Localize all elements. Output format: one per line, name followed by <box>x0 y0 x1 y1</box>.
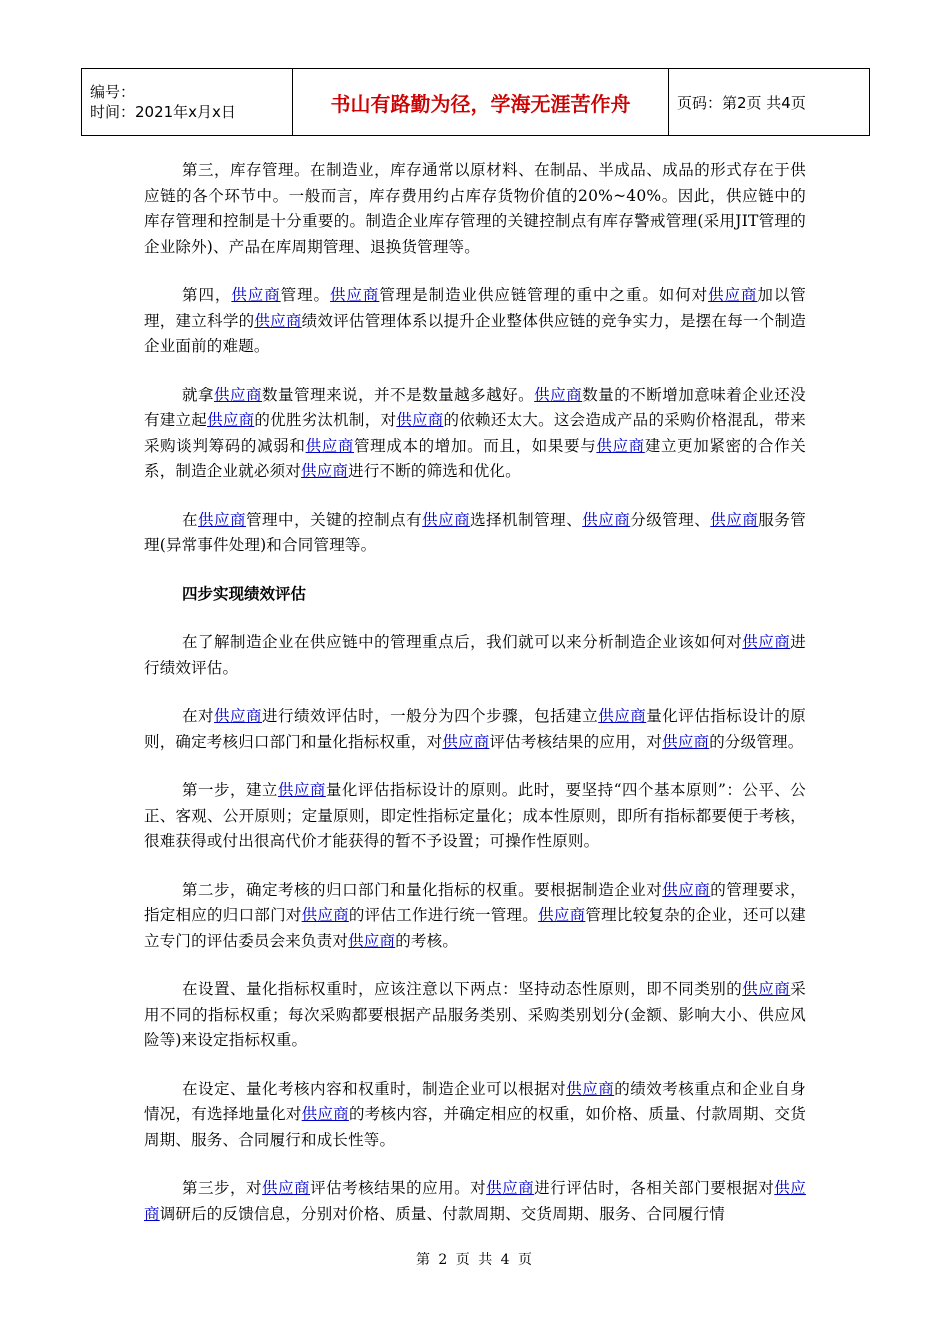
supplier-link[interactable]: 供应商 <box>348 931 396 950</box>
supplier-link[interactable]: 供应商 <box>262 1179 311 1197</box>
header-page-info: 页码：第2页 共4页 <box>669 69 870 136</box>
body-paragraph <box>144 878 806 955</box>
supplier-link[interactable]: 供应商 <box>442 732 490 751</box>
paragraph-text: 分级管理、 <box>630 510 711 529</box>
paragraph-text: 就拿 <box>182 385 215 404</box>
page-footer: 第 2 页 共 4 页 <box>415 1252 535 1268</box>
supplier-link[interactable]: 供应商 <box>708 286 758 304</box>
paragraph-text: 的考核。 <box>395 931 459 950</box>
supplier-link[interactable]: 供应商 <box>742 633 791 651</box>
paragraph-text: 评估考核结果的应用。对 <box>310 1179 487 1197</box>
paragraph-text: 加以管理，建立科学的 <box>144 286 806 330</box>
paragraph-text: 在设定、量化考核内容和权重时，制造企业可以根据对 <box>182 1079 567 1098</box>
body-paragraph <box>144 1077 806 1154</box>
body-paragraph <box>144 778 806 855</box>
supplier-link[interactable]: 供应商 <box>662 880 711 899</box>
supplier-link[interactable]: 供应商 <box>710 510 759 529</box>
paragraph-text: 的绩效考核重点和企业自身情况，有选择地量化对 <box>144 1079 806 1123</box>
paragraph-text: 数量的不断增加意味着企业还没有建立起 <box>144 385 806 429</box>
paragraph-text: 在对 <box>182 707 215 725</box>
supplier-link[interactable]: 供应商 <box>198 510 247 529</box>
paragraph-text: 量化评估指标设计的原则。此时，要坚持“四个基本原则”：公平、公正、客观、公开原则；定量原则，即定性指标定量化；成本性原则，即所有指标都要便于考核，很难获得或付出很高代价才能获得的暂不予设置；可操作性原则。 <box>144 781 806 850</box>
body-paragraph <box>144 1176 806 1227</box>
supplier-link[interactable]: 供应商 <box>396 411 444 429</box>
paragraph-text: 第二步，确定考核的归口部门和量化指标的权重。要根据制造企业对 <box>182 880 663 899</box>
supplier-link[interactable]: 供应商 <box>566 1079 615 1098</box>
supplier-link[interactable]: 供应商 <box>596 436 645 455</box>
paragraph-text: 的依赖还太大。这会造成产品的采购价格混乱，带来采购谈判筹码的减弱和 <box>144 411 806 455</box>
body-paragraph <box>144 630 806 681</box>
paragraph-text: 调研后的反馈信息，分别对价格、质量、付款周期、交货周期、服务、合同履行情 <box>159 1204 725 1223</box>
supplier-link[interactable]: 供应商 <box>582 510 631 529</box>
paragraph-text: 进行评估时，各相关部门要根据对 <box>534 1179 775 1197</box>
paragraph-text: 第一步，建立 <box>182 781 278 799</box>
page-header-table <box>81 68 870 136</box>
paragraph-text: 管理成本的增加。而且，如果要与 <box>354 436 597 455</box>
paragraph-text: 数量管理来说，并不是数量越多越好。 <box>262 385 535 404</box>
supplier-link[interactable]: 供应商 <box>301 462 349 480</box>
paragraph-text: 的分级管理。 <box>709 732 804 751</box>
header-motto: 书山有路勤为径，学海无涯苦作舟 <box>293 69 669 136</box>
supplier-link[interactable]: 供应商 <box>422 510 471 529</box>
body-paragraph <box>144 283 806 360</box>
supplier-link[interactable]: 供应商 <box>742 980 791 998</box>
paragraph-text: 进行绩效评估。 <box>144 633 806 677</box>
supplier-link[interactable]: 供应商 <box>207 411 255 429</box>
paragraph-text: 的考核内容，并确定相应的权重，如价格、质量、付款周期、交货周期、服务、合同履行和成长性等。 <box>144 1105 806 1149</box>
paragraph-text: 绩效评估管理体系以提升企业整体供应链的竞争实力，是摆在每一个制造企业面前的难题。 <box>144 311 806 355</box>
supplier-link[interactable]: 供应商 <box>534 385 583 404</box>
supplier-link[interactable]: 供应商 <box>254 311 302 330</box>
paragraph-text: 进行绩效评估时，一般分为四个步骤，包括建立 <box>262 707 599 725</box>
supplier-link[interactable]: 供应商 <box>486 1179 535 1197</box>
header-meta-cell <box>82 69 293 136</box>
paragraph-text: 进行不断的筛选和优化。 <box>348 462 521 480</box>
paragraph-text: 评估考核结果的应用，对 <box>489 732 663 751</box>
paragraph-text: 选择机制管理、 <box>470 510 583 529</box>
paragraph-text: 建立更加紧密的合作关系，制造企业就必须对 <box>144 436 806 480</box>
paragraph-text: 第四， <box>182 286 232 304</box>
paragraph-text: 在了解制造企业在供应链中的管理重点后，我们就可以来分析制造企业该如何对 <box>182 633 743 651</box>
paragraph-text: 第三，库存管理。在制造业，库存通常以原材料、在制品、半成品、成品的形式存在于供应链的各个环节中。一般而言，库存费用约占库存货物价值的20%~40%。因此，供应链中的库存管理和控制是十分重要的。制造企业库存管理的关键控制点有库存警戒管理(采用JIT管理的企业除外)、产品在库周期管理、退换货管理等。 <box>144 161 806 256</box>
body-paragraph <box>144 158 806 260</box>
supplier-link[interactable]: 供应商 <box>144 1179 807 1223</box>
paragraph-text: 管理中，关键的控制点有 <box>246 510 423 529</box>
paragraph-text: 服务管理(异常事件处理)和合同管理等。 <box>144 510 807 554</box>
paragraph-text: 的优胜劣汰机制，对 <box>254 411 397 429</box>
body-paragraph <box>144 383 806 485</box>
body-paragraph <box>144 977 806 1054</box>
paragraph-text: 的管理要求，指定相应的归口部门对 <box>144 880 806 924</box>
paragraph-text: 管理比较复杂的企业，还可以建立专门的评估委员会来负责对 <box>144 906 806 950</box>
paragraph-text: 四步实现绩效评估 <box>182 584 307 603</box>
paragraph-text: 管理。 <box>280 286 330 304</box>
supplier-link[interactable]: 供应商 <box>214 385 263 404</box>
supplier-link[interactable]: 供应商 <box>231 286 281 304</box>
supplier-link[interactable]: 供应商 <box>301 906 349 924</box>
paragraph-text: 第三步，对 <box>182 1179 263 1197</box>
paragraph-text: 的评估工作进行统一管理。 <box>348 906 539 924</box>
paragraph-text: 在设置、量化指标权重时，应该注意以下两点：坚持动态性原则，即不同类别的 <box>182 980 743 998</box>
document-body <box>144 158 806 1250</box>
supplier-link[interactable]: 供应商 <box>305 436 355 455</box>
supplier-link[interactable]: 供应商 <box>598 707 647 725</box>
time-label: 时间：2021年x月x日 <box>90 103 236 121</box>
supplier-link[interactable]: 供应商 <box>301 1105 349 1123</box>
paragraph-text: 在 <box>182 510 199 529</box>
supplier-link[interactable]: 供应商 <box>277 781 326 799</box>
body-paragraph <box>144 704 806 755</box>
number-label: 编号： <box>90 83 136 101</box>
supplier-link[interactable]: 供应商 <box>538 906 586 924</box>
section-heading <box>144 582 806 608</box>
body-paragraph <box>144 508 806 559</box>
paragraph-text: 量化评估指标设计的原则，确定考核归口部门和量化指标权重，对 <box>144 707 806 751</box>
paragraph-text: 采用不同的指标权重；每次采购都要根据产品服务类别、采购类别划分(金额、影响大小、供应风险等)来设定指标权重。 <box>144 980 806 1049</box>
supplier-link[interactable]: 供应商 <box>214 707 263 725</box>
paragraph-text: 管理是制造业供应链管理的重中之重。如何对 <box>379 286 709 304</box>
supplier-link[interactable]: 供应商 <box>329 286 380 304</box>
supplier-link[interactable]: 供应商 <box>662 732 710 751</box>
